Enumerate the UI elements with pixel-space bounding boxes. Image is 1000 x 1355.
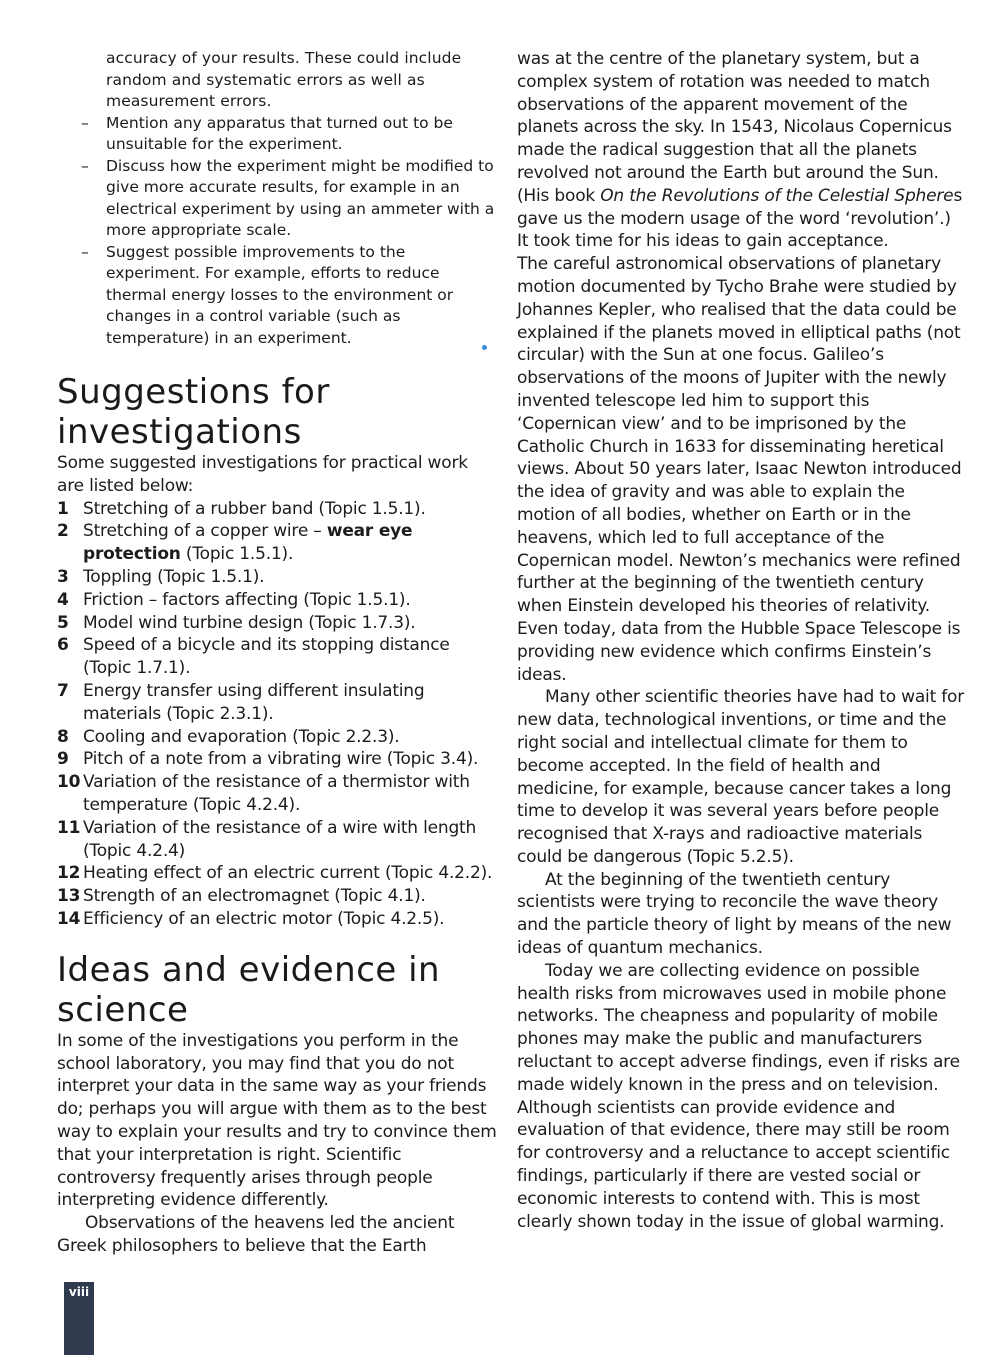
bullet-item: – Suggest possible improvements to the experiment. For example, efforts to reduce thermal energy losses to the environment or changes in a control variable (such as temperature) in an experiment. <box>81 242 454 347</box>
right-column <box>517 48 967 1233</box>
ideas-paragraph-1: In some of the investigations you perform in the school laboratory, you may find that you do not interpret your data in the same way as your friends do; perhaps you will argue with them as to the best way to explain your results and try to convince them that your interpretation is right. Scientific controversy frequently arises through people interpreting evidence differently. <box>57 1030 497 1211</box>
list-item: 1 Stretching of a rubber band (Topic 1.5.1). <box>57 498 426 519</box>
page-number-tab <box>64 1282 94 1355</box>
section-heading-ideas-evidence: Ideas and evidence in science <box>57 949 441 1030</box>
bullet-continuation: accuracy of your results. These could include random and systematic errors as well as measurement errors. <box>106 49 462 110</box>
blue-mark-dot <box>482 345 487 350</box>
dash-marker: – <box>81 242 89 261</box>
list-item: 11 Variation of the resistance of a wire with length (Topic 4.2.4) <box>57 817 477 861</box>
bullet-item: – Discuss how the experiment might be modified to give more accurate results, for example in an electrical experiment by using an ammeter with a more appropriate scale. <box>81 156 495 239</box>
book-title: On the Revolutions of the Celestial Sphere <box>600 185 954 206</box>
page-number: viii <box>68 1285 90 1299</box>
list-item: 2 Stretching of a copper wire – wear eye protection (Topic 1.5.1). <box>57 521 413 565</box>
list-item: 8 Cooling and evaporation (Topic 2.2.3). <box>57 726 400 747</box>
safety-warning: wear eye protection <box>83 521 413 565</box>
list-item: 6 Speed of a bicycle and its stopping distance (Topic 1.7.1). <box>57 635 450 679</box>
list-item: 9 Pitch of a note from a vibrating wire (Topic 3.4). <box>57 749 479 770</box>
ideas-paragraph-5: At the beginning of the twentieth century scientists were trying to reconcile the wave theory and the particle theory of light by means of the new ideas of quantum mechanics. <box>517 869 952 959</box>
list-item: 10 Variation of the resistance of a thermistor with temperature (Topic 4.2.4). <box>57 772 470 815</box>
ideas-paragraph-6: Today we are collecting evidence on possible health risks from microwaves used in mobile phone networks. The cheapness and popularity of mobile phones may make the public and manufacturers reluctant to accept adverse findings, even if risks are made widely known in the press and on television. Although scientists can provide evidence and evaluation of that evidence, there may still be room for controversy and a reluctance to accept scientific findings, particularly if there are vested social or economic interests to contend with. This is most clearly shown today in the issue of global warming. <box>517 960 960 1232</box>
list-item: 4 Friction – factors affecting (Topic 1.5.1). <box>57 589 411 610</box>
list-item: 5 Model wind turbine design (Topic 1.7.3). <box>57 612 416 633</box>
suggestions-intro: Some suggested investigations for practical work are listed below: <box>57 453 468 496</box>
list-item: 13 Strength of an electromagnet (Topic 4.1). <box>57 886 426 907</box>
list-item: 3 Toppling (Topic 1.5.1). <box>57 566 265 587</box>
section-heading-suggestions: Suggestions for investigations <box>57 372 330 452</box>
dash-marker: – <box>81 156 89 175</box>
ideas-paragraph-2-start: Observations of the heavens led the ancient Greek philosophers to believe that the Earth <box>57 1213 455 1256</box>
investigations-list <box>57 498 497 931</box>
dash-marker: – <box>81 113 89 132</box>
ideas-paragraph-3: The careful astronomical observations of planetary motion documented by Tycho Brahe were studied by Johannes Kepler, who realised that the data could be explained if the planets moved in elliptical paths (not circular) with the Sun at one focus. Galileo’s observations of the moons of Jupiter with the newly invented telescope led him to support this ‘Copernican view’ and to be imprisoned by the Catholic Church in 1633 for disseminating heretical views. About 50 years later, Isaac Newton introduced the idea of gravity and was able to explain the motion of all bodies, whether on Earth or in the heavens, which led to full acceptance of the Copernican model. Newton’s mechanics were refined further at the beginning of the twentieth century when Einstein developed his theories of relativity. Even today, data from the Hubble Space Telescope is providing new evidence which confirms Einstein’s ideas. <box>517 254 962 685</box>
list-item: 12 Heating effect of an electric current (Topic 4.2.2). <box>57 863 493 884</box>
evaluation-bullet-list <box>57 113 497 350</box>
ideas-paragraph-2-cont: was at the centre of the planetary system, but a complex system of rotation was needed to match observations of the apparent movement of the planets across the sky. In 1543, Nicolaus Copernicus made the radical suggestion that all the planets revolved not around the Earth but around the Sun. (His book On the Revolutions of the Celestial Spheres gave us the modern usage of the word ‘revolution’.) It took time for his ideas to gain acceptance. <box>517 49 963 252</box>
ideas-paragraph-4: Many other scientific theories have had to wait for new data, technological inventions, or time and the right social and intellectual climate for them to become accepted. In the field of health and medicine, for example, because cancer takes a long time to develop it was several years before people recognised that X-rays and radioactive materials could be dangerous (Topic 5.2.5). <box>517 687 965 867</box>
list-item: 7 Energy transfer using different insulating materials (Topic 2.3.1). <box>57 680 425 724</box>
bullet-item: – Mention any apparatus that turned out to be unsuitable for the experiment. <box>81 113 453 153</box>
list-item: 14 Efficiency of an electric motor (Topic 4.2.5). <box>57 908 445 929</box>
left-column <box>57 48 497 1258</box>
